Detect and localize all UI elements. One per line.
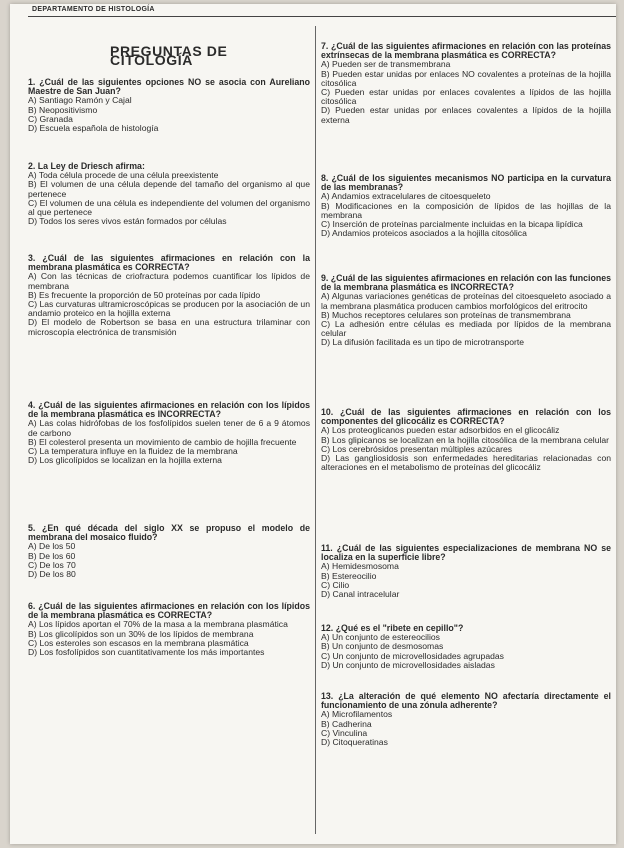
option: C) La temperatura influye en la fluidez de la membrana	[28, 446, 238, 457]
option: A) Pueden ser de transmembrana	[321, 59, 451, 70]
question-text: 1. ¿Cuál de las siguientes opciones NO se asocia con Aureliano Maestre de San Juan?	[28, 77, 310, 97]
option: A) Andamios extracelulares de citoesqueleto	[321, 191, 491, 202]
option: B) Estereocilio	[321, 570, 377, 581]
column-divider	[315, 26, 316, 834]
question-10	[321, 408, 611, 472]
exam-sheet	[10, 4, 616, 844]
option: D) Andamios proteicos asociados a la hojilla citosólica	[321, 228, 527, 239]
option: D) Los glicolípidos se localizan en la hojilla externa	[28, 455, 222, 466]
option: C) Los cerebrósidos presentan múltiples azúcares	[321, 443, 513, 454]
option: C) Un conjunto de microvellosidades agrupadas	[321, 650, 504, 661]
option: B) De los 60	[28, 550, 76, 561]
question-text: 3. ¿Cuál de las siguientes afirmaciones en relación con la membrana plasmática es CORRECTA?	[28, 253, 310, 273]
left-column	[28, 4, 310, 844]
question-13	[321, 692, 611, 747]
option: B) Un conjunto de desmosomas	[321, 641, 444, 652]
option: B) Los glicolípidos son un 30% de los lípidos de membrana	[28, 628, 254, 639]
option: A) Hemidesmosoma	[321, 561, 399, 572]
option: B) Los glipicanos se localizan en la hojilla citosólica de la membrana celular	[321, 434, 610, 445]
option: C) La adhesión entre células es mediada por lípidos de la membrana celular	[321, 319, 611, 339]
option: D) Un conjunto de microvellosidades aisladas	[321, 659, 495, 670]
question-text: 11. ¿Cuál de las siguientes especializaciones de membrana NO se localiza en la superficie libre?	[321, 543, 611, 563]
question-text: 13. ¿La alteración de qué elemento NO afectaría directamente el funcionamiento de una zónula adherente?	[321, 691, 611, 711]
option: D) De los 80	[28, 569, 76, 580]
question-11	[321, 544, 611, 599]
option: C) De los 70	[28, 559, 76, 570]
option: A) Microfilamentos	[321, 709, 393, 720]
question-text: 8. ¿Cuál de los siguientes mecanismos NO participa en la curvatura de las membranas?	[321, 173, 611, 193]
question-text: 7. ¿Cuál de las siguientes afirmaciones en relación con las proteínas extrínsecas de la membrana plasmática es CORRECTA?	[321, 41, 611, 61]
option: D) Todos los seres vivos están formados por células	[28, 216, 227, 227]
right-column	[321, 4, 611, 844]
question-text: 4. ¿Cuál de las siguientes afirmaciones en relación con los lípidos de la membrana plasmática es INCORRECTA?	[28, 400, 311, 420]
option: C) Los esteroles son escasos en la membrana plasmática	[28, 637, 249, 648]
option: A) Los proteoglicanos pueden estar adsorbidos en el glicocáliz	[321, 425, 560, 436]
option: B) El colesterol presenta un movimiento de cambio de hojilla frecuente	[28, 436, 297, 447]
option: B) Muchos receptores celulares son proteínas de transmembrana	[321, 309, 571, 320]
option: A) De los 50	[28, 541, 76, 552]
option: D) Citoqueratinas	[321, 737, 388, 748]
option: C) Cilio	[321, 579, 350, 590]
question-text: 9. ¿Cuál de las siguientes afirmaciones en relación con las funciones de la membrana plasmática es INCORRECTA?	[321, 273, 611, 293]
option: A) Un conjunto de estereocilios	[321, 632, 440, 643]
option: C) Vinculina	[321, 727, 368, 738]
option: A) Toda célula procede de una célula preexistente	[28, 170, 219, 181]
option: B) Pueden estar unidas por enlaces NO covalentes a proteínas de la hojilla citosólica	[321, 68, 611, 88]
option: B) Cadherina	[321, 718, 372, 729]
option: D) Pueden estar unidas por enlaces covalentes a lípidos de la hojilla externa	[321, 105, 611, 125]
option: D) Escuela española de histología	[28, 123, 159, 134]
option: B) El volumen de una célula depende del tamaño del organismo al que pertenece	[28, 179, 310, 199]
question-text: 6. ¿Cuál de las siguientes afirmaciones en relación con los lípidos de la membrana plasmática es CORRECTA?	[28, 601, 311, 621]
option: B) Neopositivismo	[28, 104, 98, 115]
option: B) Modificaciones en la composición de lípidos de las hojillas de la membrana	[321, 200, 611, 220]
question-3	[28, 254, 310, 337]
option: D) Las gangliosidosis son enfermedades hereditarias relacionadas con alteraciones en el metabolismo de proteínas del glicocáliz	[321, 453, 611, 473]
option: C) Las curvaturas ultramicroscópicas se producen por la asociación de un andamio proteico en la hojilla externa	[28, 299, 310, 319]
question-12	[321, 624, 611, 670]
question-4	[28, 401, 310, 465]
question-7	[321, 42, 611, 125]
option: B) Es frecuente la proporción de 50 proteínas por cada lípido	[28, 289, 261, 300]
question-1	[28, 78, 310, 133]
question-8	[321, 174, 611, 238]
option: D) Canal intracelular	[321, 589, 400, 600]
page-title: PREGUNTAS DE CITOLOGÍA	[110, 43, 228, 69]
option: D) El modelo de Robertson se basa en una estructura trilaminar con microscopía electrónica de transmisión	[28, 317, 310, 337]
option: A) Algunas variaciones genéticas de proteínas del citoesqueleto asociado a la membrana plasmática producen cambios morfológicos del eritrocito	[321, 291, 611, 311]
option: A) Con las técnicas de criofractura podemos cuantificar los lípidos de membrana	[28, 271, 310, 291]
option: C) Inserción de proteínas parcialmente incluidas en la bicapa lipídica	[321, 219, 583, 230]
option: D) Los fosfolípidos son cuantitativamente los más importantes	[28, 647, 265, 658]
option: A) Las colas hidrófobas de los fosfolípidos suelen tener de 6 a 9 átomos de carbono	[28, 418, 310, 438]
option: A) Santiago Ramón y Cajal	[28, 95, 132, 106]
option: D) La difusión facilitada es un tipo de microtransporte	[321, 337, 525, 348]
question-text: 5. ¿En qué década del siglo XX se propuso el modelo de membrana del mosaico fluido?	[28, 523, 310, 543]
option: C) Pueden estar unidas por enlaces covalentes a lípidos de las hojilla citosólica	[321, 87, 611, 107]
question-text: 12. ¿Qué es el "ribete en cepillo"?	[321, 623, 464, 633]
question-2	[28, 162, 310, 226]
question-text: 2. La Ley de Driesch afirma:	[28, 161, 145, 171]
question-text: 10. ¿Cuál de las siguientes afirmaciones en relación con los componentes del glicocáliz es CORRECTA?	[321, 407, 611, 427]
question-6	[28, 602, 310, 657]
option: C) Granada	[28, 113, 73, 124]
question-9	[321, 274, 611, 348]
option: C) El volumen de una célula es independiente del volumen del organismo al que pertenece	[28, 197, 310, 218]
option: A) Los lípidos aportan el 70% de la masa a la membrana plasmática	[28, 619, 288, 630]
question-5	[28, 524, 310, 579]
department-header: DEPARTAMENTO DE HISTOLOGÍA	[32, 6, 155, 13]
